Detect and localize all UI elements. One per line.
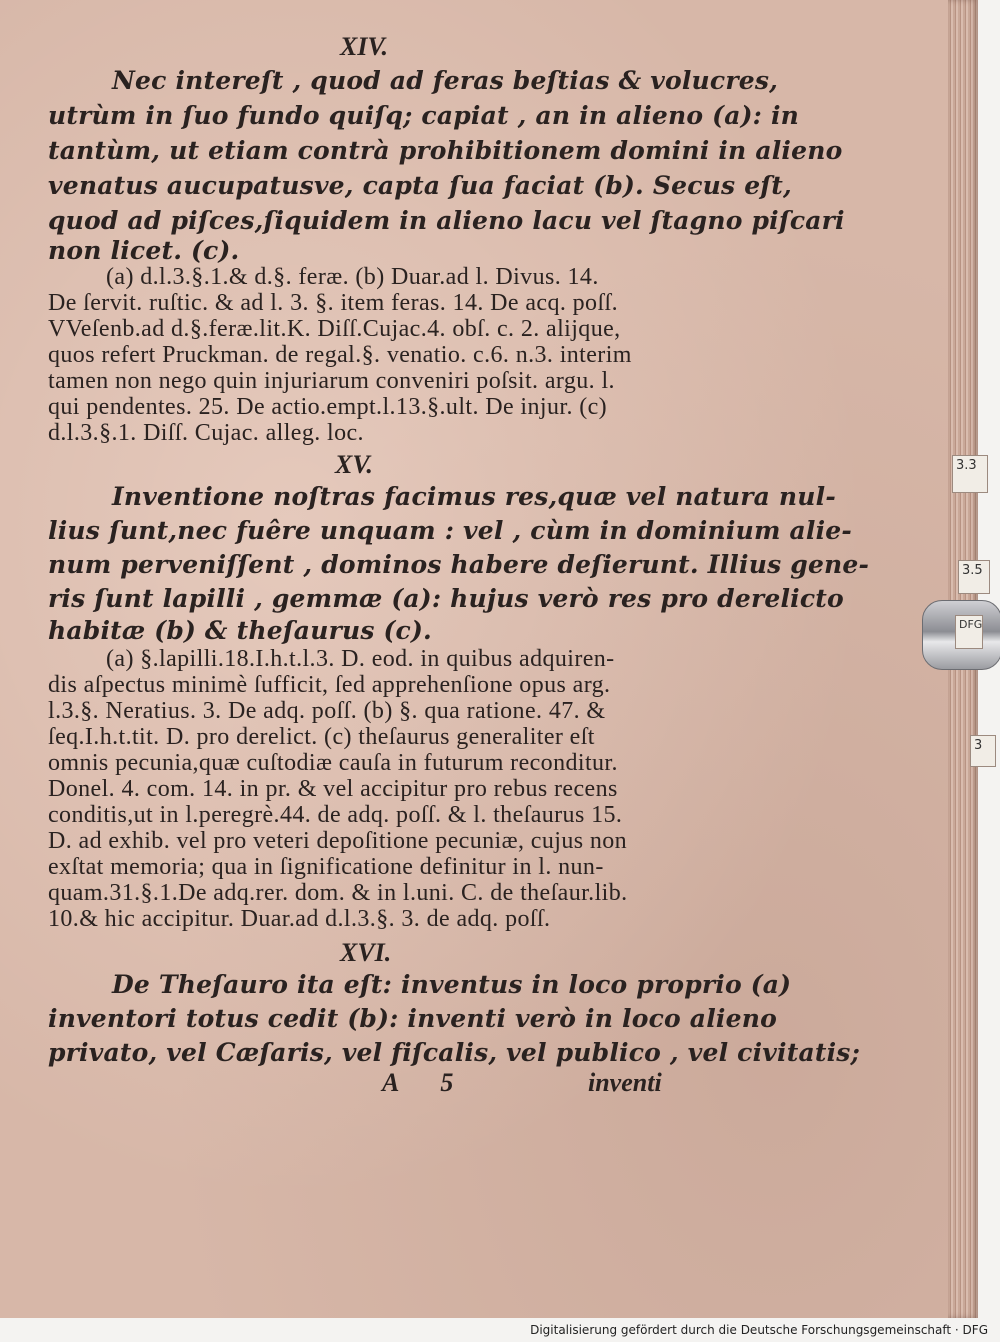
tab-label: 3.3 <box>956 458 977 473</box>
note-line: ſeq.I.h.t.tit. D. pro derelict. (c) theſaurus generaliter eſt <box>48 724 595 750</box>
note-line: tamen non nego quin injuriarum conveniri poſsit. argu. l. <box>48 368 615 394</box>
text-line: quod ad piſces,ſiquidem in alieno lacu vel ſtagno piſcari <box>48 206 845 235</box>
tab-label: 3 <box>974 738 983 753</box>
text-line: utrùm in ſuo fundo quiſq; capiat , an in alieno (a): in <box>48 101 800 130</box>
note-line: (a) d.l.3.§.1.& d.§. feræ. (b) Duar.ad l. Divus. 14. <box>106 264 599 290</box>
text-line: num perveniſſent , dominos habere deſierunt. Illius gene- <box>48 550 870 579</box>
note-line: 10.& hic accipitur. Duar.ad d.l.3.§. 3. de adq. poſſ. <box>48 906 551 932</box>
text-line: ris ſunt lapilli , gemmæ (a): hujus verò res pro derelicto <box>48 584 844 613</box>
note-line: d.l.3.§.1. Diſſ. Cujac. alleg. loc. <box>48 420 364 446</box>
note-line: dis aſpectus minimè ſufficit, ſed apprehenſione opus arg. <box>48 672 611 698</box>
tab-label: 3.5 <box>962 563 983 578</box>
text-line: lius ſunt,nec fuêre unquam : vel , cùm in dominium alie- <box>48 516 852 545</box>
text-line: non licet. (c). <box>48 236 240 265</box>
signature-mark: A 5 <box>382 1068 472 1097</box>
text-line: privato, vel Cæſaris, vel fiſcalis, vel publico , vel civitatis; <box>48 1038 861 1067</box>
section-heading-xiv: XIV. <box>340 32 388 61</box>
note-line: De ſervit. ruſtic. & ad l. 3. §. item feras. 14. De acq. poſſ. <box>48 290 618 316</box>
note-line: (a) §.lapilli.18.I.h.t.l.3. D. eod. in quibus adquiren- <box>106 646 615 672</box>
section-heading-xv: XV. <box>335 450 373 479</box>
note-line: quos refert Pruckman. de regal.§. venatio. c.6. n.3. interim <box>48 342 632 368</box>
footer-credit: Digitalisierung gefördert durch die Deutsche Forschungsgemeinschaft · DFG <box>530 1323 988 1337</box>
digitization-footer <box>0 1318 1000 1342</box>
index-tab-4 <box>970 735 996 767</box>
text-line: Nec intereſt , quod ad feras beſtias & volucres, <box>112 66 778 95</box>
note-line: VVeſenb.ad d.§.feræ.lit.K. Diſſ.Cujac.4. obſ. c. 2. alijque, <box>48 316 621 342</box>
note-line: l.3.§. Neratius. 3. De adq. poſſ. (b) §. qua ratione. 47. & <box>48 698 606 724</box>
note-line: qui pendentes. 25. De actio.empt.l.13.§.ult. De injur. (c) <box>48 394 608 420</box>
text-line: tantùm, ut etiam contrà prohibitionem domini in alieno <box>48 136 843 165</box>
note-line: omnis pecunia,quæ cuſtodiæ cauſa in futurum reconditur. <box>48 750 618 776</box>
text-line: Inventione noſtras facimus res,quæ vel natura nul- <box>112 482 836 511</box>
note-line: quam.31.§.1.De adq.rer. dom. & in l.uni. C. de theſaur.lib. <box>48 880 628 906</box>
text-line: De Theſauro ita eſt: inventus in loco proprio (a) <box>112 970 792 999</box>
note-line: D. ad exhib. vel pro veteri depoſitione pecuniæ, cujus non <box>48 828 628 854</box>
text-line: inventori totus cedit (b): inventi verò in loco alieno <box>48 1004 777 1033</box>
note-line: conditis,ut in l.peregrè.44. de adq. poſſ. & l. theſaurus 15. <box>48 802 623 828</box>
text-line: habitæ (b) & theſaurus (c). <box>48 616 432 645</box>
section-heading-xvi: XVI. <box>340 938 392 967</box>
catchword: inventi <box>588 1068 662 1097</box>
note-line: Donel. 4. com. 14. in pr. & vel accipitur pro rebus recens <box>48 776 618 802</box>
tab-label: DFG <box>959 618 983 631</box>
note-line: exſtat memoria; qua in ſignificatione definitur in l. nun- <box>48 854 604 880</box>
text-line: venatus aucupatusve, capta ſua faciat (b). Secus eſt, <box>48 171 792 200</box>
